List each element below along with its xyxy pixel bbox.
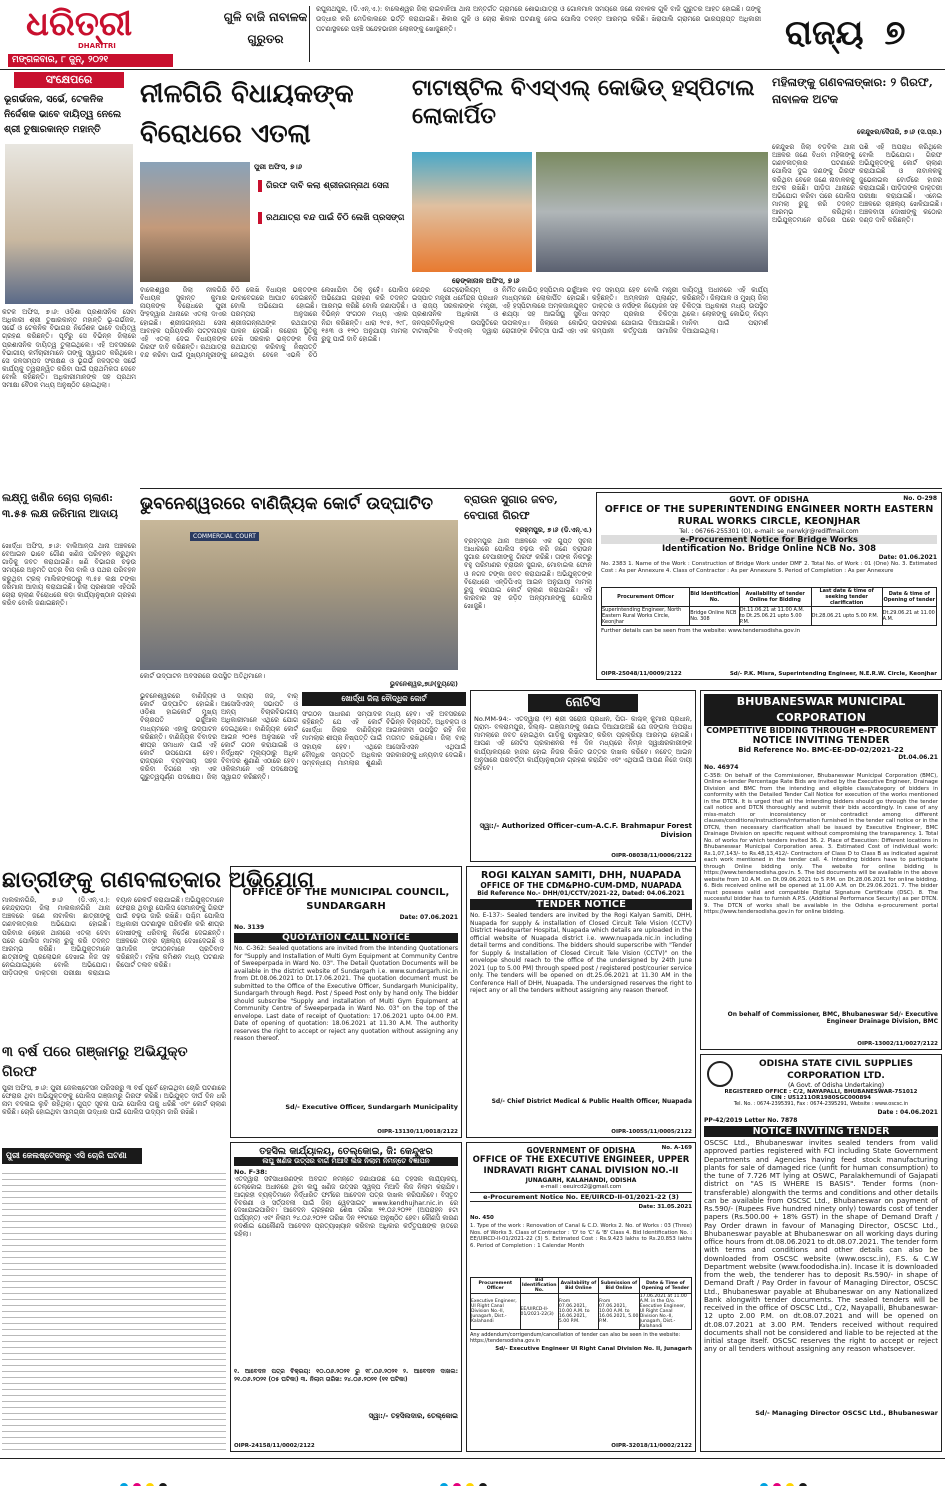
ind-td-4: 17.06.2021 at 11.00 A.M. in the O/o. Executive Engineer, UI Right Canal Division No.-II, Junagarh, Dist.-Kalahandi xyxy=(639,1294,691,1330)
mla-text: ବାଲେଶ୍ୱର ଜିଲା ନୀଳଗିରି ବିଧାୟକ ସୁକାନ୍ତ କୁମାର ନାୟକଙ୍କ ବିରୋଧରେ ପୁରୀ ସିଂହଦ୍ୱାର ଥାନାରେ ଏତଲା ଦାଏର ହୋଇଛି। ଶ୍ରୀଜଗନ୍ନାଥ ସେନା ଆବାହକ ପ୍ରିୟଦର୍ଶନ ପଟ୍ଟନାୟକ ଏହି ଏତଲା ଦେଇ ବିଧାୟକଙ୍କ ଗିରଫ ଦାବି କରିଛନ୍ତି। ରଥଯାତ୍ରା ବନ୍ଦ କରିବା ପାଇଁ ମୁଖ୍ୟମନ୍ତ୍ରୀଙ୍କୁ ଚିଠି ଲେଖି ବିଧାୟକ ଭକ୍ତଙ୍କ ଭାବାବେଗରେ ଆଘାତ ଦେଇଛନ୍ତି ବୋଲି ଅଭିଯୋଗ ହୋଇଛି। ପରମ୍ପରା ଅନୁସାରେ ଶ୍ରୀଜଗନ୍ନାଥଙ୍କ ରଥଯାତ୍ରା ପାଳନ ହେଉଛି। କରୋନା ସ୍ଥିତିକୁ ଦେଖି ସରକାର ଭକ୍ତଙ୍କ ବିନା ରଥଯାତ୍ରା କରିବାକୁ ନିଷ୍ପତ୍ତି ନେଇଥିବା ବେଳେ ଏଭଳି ଚିଠି ଲେଖାଯିବା ଠିକ୍ ନୁହେଁ। ପୋଲିସ ଅଭିଯୋଗ ଗ୍ରହଣ କରି ତଦନ୍ତ ଆରମ୍ଭ କରିଛି ବୋଲି ଜଣାପଡ଼ିଛି। ବିଭିନ୍ନ ସଂଗଠନ ମଧ୍ୟ ଏହାର ନିନ୍ଦା କରିଛନ୍ତି। ଧାରା ୨୯୫, ୨୯୮, ୧୫୩ ଓ ୧୨୦ ଅନୁଯାୟୀ ମାମଲା ରୁଜୁ ପାଇଁ ଦାବି ହୋଇଛି। xyxy=(140,286,408,359)
oscsc-notice: NOTICE INVITING TENDER xyxy=(704,1126,938,1137)
ind-th-0: Procurement Officer xyxy=(471,1278,521,1294)
ganja-tag: ପୁରୀ ଜେଲଷ୍ଟେସନରୁ ଏସି ଚୋରି ଘଟଣା xyxy=(2,1148,142,1164)
bmc-date: Dt.04.06.21 xyxy=(898,754,938,761)
indravati-sub: JUNAGARH, KALAHANDI, ODISHA xyxy=(525,1177,637,1184)
bsl-photo-minister xyxy=(412,152,532,272)
court-photo xyxy=(140,520,458,670)
sundargarh-notice: QUOTATION CALL NOTICE xyxy=(234,933,458,943)
indravati-no2: No. 450 xyxy=(470,1215,494,1221)
forest-sig: ସ୍ୱା:/- Authorized Officer-cum-A.C.F. Brahmapur Forest Division xyxy=(479,822,692,839)
teaser-title: ଗୁଳି ବାଜି ନାବାଳକ ଗୁରୁତର xyxy=(222,6,310,62)
ind-th-3: Submission of Bid Online xyxy=(598,1278,639,1294)
ind-td-2: From 07.06.2021, 10.00 A.M. to 16.06.2021, 5.00 P.M. xyxy=(558,1294,598,1330)
ad-sundargarh-quotation xyxy=(230,866,462,1138)
indravati-table xyxy=(470,1277,692,1330)
nuapada-sig: Sd/- Chief District Medical & Public Health Officer, Nuapada xyxy=(491,1098,692,1105)
nerwc-oipr: OIPR-25048/11/0009/2122 xyxy=(601,671,682,677)
indravati-body: 1. Type of the work : Renovation of Canal & C.D. Works 2. No. of Works : 03 (Three) Nos. of Works 3. Class of Contractor : 'D' to 'C' & 'B' Class 4. Bid Identification No. : EE/UIRCD-II-01/2021-22 (3) 5. Estimated Cost : Rs.9.423 lakhs to Rs.20.853 lakhs 6. Period of Completion : 1 Calendar Month xyxy=(470,1223,692,1249)
tahasil-title: ତହସିଲ କାର୍ଯ୍ୟାଳୟ, ତେଲ୍କୋଇ, ଜି: କେନ୍ଦୁଝର xyxy=(259,1146,433,1157)
registration-marks xyxy=(0,1458,945,1497)
nerwc-title: OFFICE OF THE SUPERINTENDING ENGINEER NORTH EASTERN RURAL WORKS CIRCLE, KEONJHAR xyxy=(604,504,934,527)
oscsc-reg: REGISTERED OFFICE : C/2, NAYAPALLI, BHUBANESWAR-751012 xyxy=(724,1089,918,1095)
ganja-continued-text xyxy=(2,1168,226,1452)
reg-black-1 xyxy=(159,1483,167,1486)
nerwc-td-3: Dt.28.06.21 upto 5.00 P.M. xyxy=(811,607,882,626)
teaser-text: ରଘୁନାଥପୁର, (ଡି.ଏନ୍.ଏ.): ବାଲେଶ୍ୱର ଜିଲା ରାଇବାନିଆ ଥାନା ଅନ୍ତର୍ଗତ ଗ୍ରାମରେ ଶୋଭାଯାତ୍ରା ଓ ଗୋଳମାଳ ସମୟରେ ଜଣେ ନାବାଳକ ଗୁଳି ବାଜି ଗୁରୁତର ଆହତ ହୋଇଛି। ତାଙ୍କୁ ଉଦ୍ଧାର କରି ମେଡିକାଲରେ ଭର୍ତ୍ତି କରାଯାଇଛି। ଶିକାର ଗୁଳି ଓ ଚୋରା ଶିକାର ଘଟଣାକୁ ନେଇ ପୋଲିସ ତଦନ୍ତ ଆରମ୍ଭ କରିଛି। ଖିରାପାଲି ଗ୍ରାମରେ ଭାରପ୍ରାପ୍ତ ଅଧିକାରୀ ଘଟଣାସ୍ଥଳରେ ପହଞ୍ଚି ସନ୍ଦେହଭାଜନ ଲୋକଙ୍କୁ ଖୋଜୁଛନ୍ତି। xyxy=(316,5,761,33)
tahasil-oipr: OIPR-24158/11/0002/2122 xyxy=(234,1443,315,1449)
nerwc-th-3: Last date & time of seeking tender clarification xyxy=(811,588,882,607)
portrait-photo xyxy=(5,144,133,304)
bmc-no: No. 46974 xyxy=(704,764,739,771)
oscsc-emblem-icon xyxy=(707,1061,733,1087)
indravati-foot: Any addendum/corrigendum/cancellation of tender can also be seen in the website: https://tendersodisha.gov.in xyxy=(470,1332,681,1344)
ad-oscsc-tender xyxy=(700,1054,942,1452)
nerwc-td-1: Bridge Online NCB No. 308 xyxy=(690,607,739,626)
bsl-dateline: ଢେଙ୍କାନାଳ ଅଫିସ, ୭।୬ xyxy=(452,276,520,285)
nerwc-contact: Tel. : 06766-255301 (O), e-mail: se_nerwkjr@rediffmail.com xyxy=(679,528,859,535)
tahasil-sig: ସ୍ୱା:/- ତହସିଲଦାର, ତେଲ୍କୋଇ xyxy=(368,1412,458,1420)
ganja-text: ପୁରୀ ଅଫିସ, ୭।୬: ପୁରୀ ଜେଲଷ୍ଟେସନ ପରିସରରୁ ୩ ବର୍ଷ ପୂର୍ବେ ହୋଇଥିବା ଚୋରି ଘଟଣାରେ ଫେରାର ଥିବା ଅଭିଯୁକ୍ତଙ୍କୁ ପୋଲିସ ଗଞ୍ଜାମରୁ ଗିରଫ କରିଛି। ଅଭିଯୁକ୍ତ ଦୀର୍ଘ ଦିନ ଧରି ନାମ ବଦଳାଇ ଲୁଚି ରହିଥିଲା। ଗୁପ୍ତ ସୂଚନା ପାଇ ପୋଲିସ ତାକୁ ଧରିଛି ଏବଂ କୋର୍ଟ ଚାଲାଣ କରିଛି। ଚୋରି ହୋଇଥିବା ସାମଗ୍ରୀ ଉଦ୍ଧାର ପାଇଁ ପୋଲିସ ଉଦ୍ୟମ ଜାରି ରଖିଛି। xyxy=(2,1084,226,1117)
nuapada-sub: OFFICE OF THE CDM&PHO-CUM-DMD, NUAPADA xyxy=(480,881,682,890)
ad-tahasil-telkoi xyxy=(230,1142,462,1452)
reg-cyan-2 xyxy=(440,1483,448,1486)
nerwc-th-2: Availability of tender Online for Bidding xyxy=(739,588,811,607)
reg-yellow-3 xyxy=(786,1483,794,1486)
nerwc-ident: Identification No. Bridge Online NCB No. 308 xyxy=(661,544,877,554)
nerwc-table xyxy=(601,587,937,626)
tahasil-dates: ୧. ଆବେଦନ ପତ୍ର ବିକ୍ରୟ: ୧୦.୦୬.୨୦୨୧ ରୁ ୧୮.୦୬.୨୦୨୧ ୨. ଆବେଦନ ଦାଖଲ: ୨୧.୦୬.୨୦୨୧ (୦୫ ଘଟିକା) ୩. ନିଲାମ ତାରିଖ: ୨୪.୦୬.୨୦୨୧ (୧୧ ଘଟିକା) xyxy=(234,1368,458,1383)
ad-nerwc-keonjhar xyxy=(596,492,942,680)
mla-story xyxy=(140,74,408,486)
logo xyxy=(8,4,158,52)
nuapada-text: No. E-137:- Sealed tenders are invited by the Rogi Kalyan Samiti, DHH, Nuapada for supply & installation of Closed Circuit Tele Vision (CCTV) District Headquarter Hospital, Nuapada which details are uploaded in the official website of Nuapada district i.e. www.nuapada.nic.in including detail terms and conditions. The bidders should superscribe with "Tender for Supply & Installation of Closed Circuit Tele Vision (CCTV)" on the envelope should reach to the office of the undersigned by 24th June 2021 (up to 5.00 PM) through speed post / registered post/courier service only. The tenders will be opened on dt.25.06.2021 at 11.30 AM in the Conference Hall of DHH, Nuapada. The undersigned reserves the right to reject any or all the tenders without assigning any reason thereof. xyxy=(470,912,692,994)
nuapada-oipr: OIPR-10055/11/0005/2122 xyxy=(611,1129,692,1135)
mla-tag-2: ରଥଯାତ୍ରା ବନ୍ଦ ପାଇଁ ଚିଠି ଲେଖି ପ୍ରସଙ୍ଗ xyxy=(258,212,408,224)
mla-dateline: ପୁରୀ ଅଫିସ, ୭।୬ xyxy=(254,162,303,171)
nerwc-sig: Sd/- P.K. Misra, Superintending Engineer, N.E.R.W. Circle, Keonjhar xyxy=(729,671,937,677)
nerwc-td-4: Dt.29.06.21 at 11.00 A.M. xyxy=(882,607,936,626)
indravati-no: No. A-169 xyxy=(661,1145,692,1151)
oscsc-text: OSCSC Ltd., Bhubaneswar invites sealed tenders from valid approved parties registered with FCI including State Government Departments and Agencies having feed stock manufacturing plants for sale of damaged rice (unfit for human consumption) to the tune of 7.726 MT lying at OSWC, Paralakhemundi of Gajapati district on "AS IS WHERE IS BASIS". Tender forms (non-transferable) alongwith the terms and conditions and other details can be available from OSCSC Ltd., Bhubaneswar on payment of Rs.590/- (Rupees Five hundred ninety only) towards cost of tender papers (Rs.500.00 + 18% GST) in the shape of Demand Draft / Pay Order drawn in favour of Managing Director, OSCSC Ltd., Bhubaneswar payable at Bhubaneswar on all working days during office hours from dt.08.06.2021 to dt.08.07.2021. The tender form with terms and conditions and other details can also be downloaded from OSCSC website (www.oscsc.in), F.S. & C.W Department website (www.foododisha.in). Incase it is downloaded from the web, the tenderer has to deposit Rs.590/- in shape of Demand Draft / Pay Order in favour of Managing Director, OSCSC Ltd., Bhubaneswar payable at Bhubaneswar on any Nationalized Bank alongwith tender documents. The sealed tenders will be received in the office of OSCSC Ltd., C/2, Nayapalli, Bhubaneswar-12 upto 2.00 P.M. on dt.08.07.2021 and will be opened on dt.08.07.2021 at 3.00 P.M. Tenders received without required documents shall not be considered and liable to be rejected at the initial stage itself. OSCSC reserves the right to accept or reject any or all tenders without assigning any reason whatsoever. xyxy=(704,1139,938,1354)
mla-headline: ନୀଳଗିରି ବିଧାୟକଙ୍କ ବିରୋଧରେ ଏତଲା xyxy=(140,79,354,149)
nuapada-notice: TENDER NOTICE xyxy=(470,899,692,910)
bmc-ref: Bid Reference No. BMC-EE-DD-02/2021-22 xyxy=(738,746,904,754)
nerwc-td-0: Superintending Engineer, North Eastern Rural Works Circle, Keonjhar xyxy=(602,607,690,626)
nerwc-th-1: Bid Identification No. xyxy=(690,588,739,607)
indravati-title: OFFICE OF THE EXECUTIVE ENGINEER, UPPER INDRAVATI RIGHT CANAL DIVISION NO.-II xyxy=(472,1155,690,1176)
bsl-text: କେନ୍ଦ୍ର ପେଟ୍ରୋଲିୟମ୍ ଓ ଇସ୍ପାତ ମନ୍ତ୍ରୀ ଧର୍ମେନ୍ଦ୍ର ପ୍ରଧାନ ଓ ରାଜ୍ୟ ସରକାରଙ୍କ ମନ୍ତ୍ରୀ, ପ୍ରଶାସନିକ ଅଧିକାରୀ ଓ ଜନପ୍ରତିନିଧିଙ୍କ ଉପସ୍ଥିତିରେ ଟାଟାଷ୍ଟିଲ ବିଏସ୍‌ଏଲ୍ ଦ୍ୱାରା ନିର୍ମିତ କୋଭିଡ୍ ହସ୍ପିଟାଲ ଭର୍ଚ୍ଚୁଆଲ ମାଧ୍ୟମରେ ଲୋକାର୍ପିତ ହୋଇଛି। ଏହି ହସ୍ପିଟାଲରେ ଅମ୍ଳଜାନଯୁକ୍ତ ଶଯ୍ୟା ସହ ଆଇସିୟୁ ସୁବିଧା ଉପଲବ୍ଧ। ଜିଲାରେ କୋଭିଡ୍ ରୋଗୀଙ୍କ ଚିକିତ୍ସା ପାଇଁ ଏହା ଏକ ବଡ଼ ସହାୟତା ହେବ ବୋଲି ମନ୍ତ୍ରୀ କହିଛନ୍ତି। ଅମ୍ଳଜାନ ପ୍ଲାଣ୍ଟ, ଡାକ୍ତର ଓ ନର୍ସଙ୍କ ନିୟୋଜନ ସହ ସମସ୍ତ ପ୍ରକାର ଚିକିତ୍ସା ଉପକରଣ ଯୋଗାଇ ଦିଆଯାଇଛି। କମ୍ପାନୀ କର୍ତ୍ତୃପକ୍ଷ ସାମାଜିକ ଦାୟିତ୍ୱ ଅଧୀନରେ ଏହି କାର୍ଯ୍ୟ କରିଛନ୍ତି। ଜିଲାପାଳ ଓ ମୁଖ୍ୟ ଜିଲା ଚିକିତ୍ସା ଅଧିକାରୀ ମଧ୍ୟ ଉପସ୍ଥିତ ଥିଲେ। ଲୋକଙ୍କୁ କୋଭିଡ୍ ନିୟମ ମାନିବା ପାଇଁ ପରାମର୍ଶ ଦିଆଯାଇଥିଲା। xyxy=(412,286,768,335)
sugar-text: ବ୍ରହ୍ମପୁର ଥାନା ଅଞ୍ଚଳରେ ଏକ ଗୁପ୍ତ ସୂଚନା ଆଧାରରେ ପୋଲିସ ଚଢ଼ଉ କରି ଜଣେ ବ୍ରାଉନ ସୁଗାର ବେପାରୀଙ୍କୁ ଗିରଫ କରିଛି। ତାଙ୍କ ନିକଟରୁ ବହୁ ପରିମାଣର ବ୍ରାଉନ ସୁଗାର, ମୋବାଇଲ ଫୋନ ଓ ନଗଦ ଟଙ୍କା ଜବତ କରାଯାଇଛି। ଅଭିଯୁକ୍ତଙ୍କ ବିରୋଧରେ ଏନ୍‌ଡିପିଏସ୍ ଆଇନ ଅନୁଯାୟୀ ମାମଲା ରୁଜୁ କରାଯାଇ କୋର୍ଟ ଚାଲାଣ କରାଯାଇଛି। ଏହି କାରବାର ସହ ଜଡ଼ିତ ଅନ୍ୟମାନଙ୍କୁ ପୋଲିସ ଖୋଜୁଛି। xyxy=(464,537,592,610)
indravati-date: Date: 31.05.2021 xyxy=(638,1204,692,1210)
ad-nuapada-tender xyxy=(466,866,696,1138)
ad-indravati-canal xyxy=(466,1142,696,1452)
reg-magenta-1 xyxy=(133,1483,141,1486)
ganjam-arrest-story xyxy=(2,1042,226,1452)
court-body xyxy=(140,692,466,862)
bmc-sub: COMPETITIVE BIDDING THROUGH e-PROCUREMENT xyxy=(706,726,936,735)
logo-text: ଧରିତ୍ରୀ xyxy=(26,4,133,44)
nuapada-title: ROGI KALYAN SAMITI, DHH, NUAPADA xyxy=(480,870,682,881)
brief-headline: ଭୂଗର୍ଭଜଳ, ସର୍ଭେ, ଟେକନିକ ନିର୍ଦ୍ଦେଶକ ଭାବେ ଦାୟିତ୍ୱ ନେଲେ ଶ୍ରୀ ତୁଷାରକାନ୍ତ ମହାନ୍ତି xyxy=(4,94,122,135)
nuapada-ref: Bid Reference No.- DHH/01/CCTV/2021-22, Dated: 04.06.2021 xyxy=(477,890,685,897)
nerwc-govt: GOVT. OF ODISHA xyxy=(729,495,809,504)
page-number: ୭ xyxy=(884,13,906,53)
nerwc-th-4: Date & time of Opening of tender xyxy=(882,588,936,607)
sundargarh-text: No. C-362: Sealed quotations are invited from the Intending Quotationers for "Supply and Installation of Multi Gym Equipment at Community Centre of Sweeperpada in Ward No. 03". The Detail Quotation Documents will be available in the district website of Sundargarh i.e. www.sundargarh.nic.in from Dt.08.06.2021 to Dt.17.06.2021. The quotation document must be submitted to the Office of the Executive Officer, Sundargarh Municipality, Sundargarh through Regd. Post / Speed Post only by hand only. The bidder should subscribe "Supply and installation of Multi Gym Equipment at Community Centre of Sweeperpada in Ward No. 03" on the top of the envelope. Last date of receipt of Quotation: 17.06.2021 upto 04.00 P.M. Date of opening of quotation: 18.06.2021 at 11.30 A.M. The authority reserves the right to accept or reject any quotation without assigning any reason thereof. xyxy=(234,945,458,1042)
bsl-photo-inauguration xyxy=(536,152,768,272)
brief-headline-2: ଲକ୍ଷ୍ମୁ ଖଣିଜ ଚୋରା ଚାଲାଣ: ୩.୫୫ ଲକ୍ଷ ଜରିମାନା ଆଦାୟ xyxy=(2,492,118,520)
nerwc-body: No. 2383 1. Name of the Work : Construction of Bridge Work under DMF 2. Total No. of Work : 01 (One) No. 3. Estimated Cost : As per Annexure 4. Class of Contractor : As per Annexure 5. Period of Completion : As per Annexure xyxy=(601,561,937,574)
rape-text: କେନ୍ଦୁଝର ଜିଲା ବଡ଼ବିଲ ଥାନା ଅଞ୍ଚଳର ଜଣେ ବିଧବା ମହିଳାଙ୍କୁ ଗଣବଳାତ୍କାର ଘଟଣାରେ ପୋଲିସ ଦୁଇ ଜଣଙ୍କୁ ଗିରଫ କରିଥିବା ବେଳେ ଜଣେ ନାବାଳକକୁ ଅଟକ ରଖିଛି। ପୀଡ଼ିତା ଥାନାରେ ଅଭିଯୋଗ କରିବା ପରେ ପୋଲିସ ମାମଲା ରୁଜୁ କରି ତଦନ୍ତ ଆରମ୍ଭ କରିଥିଲା। ଅଭିଯୁକ୍ତମାନେ ରାତିରେ ଘରେ ପଶି ଏହି ଅପରାଧ କରିଥିଲେ ବୋଲି ଅଭିଯୋଗ। ଗିରଫ ଅଭିଯୁକ୍ତଙ୍କୁ କୋର୍ଟ ଚାଲାଣ କରାଯାଇଛି ଓ ନାବାଳକକୁ ଜୁଭେନାଇଲ ବୋର୍ଡରେ ହାଜର କରାଯାଇଛି। ପୀଡ଼ିତାଙ୍କ ଡାକ୍ତରୀ ପରୀକ୍ଷା କରାଯାଇଛି। ଏନେଇ ଅଞ୍ଚଳରେ ଚାଞ୍ଚଲ୍ୟ ଖେଳିଯାଇଛି। ଅଞ୍ଚଳବାସୀ ଦୋଷୀଙ୍କୁ କଠୋର ଦଣ୍ଡ ଦାବି କରିଛନ୍ତି। xyxy=(772,143,942,225)
ind-th-2: Availability of Bid Online xyxy=(558,1278,598,1294)
gang-text: ମାଲକାନଗିରି, ୭।୬ (ଡି.ଏନ୍.ଏ.): କେନ୍ଦ୍ରାପଡ଼ା ଜିଲା ମାଲକାନଗିରି ଥାନା ଅଞ୍ଚଳରେ ଜଣେ ନାବାଳିକା ଛାତ୍ରୀଙ୍କୁ ଗଣବଳାତ୍କାର ଅଭିଯୋଗ ହୋଇଛି। ପରିବାର ଲୋକେ ଥାନାରେ ଏତଲା ଦେବା ପରେ ପୋଲିସ ମାମଲା ରୁଜୁ କରି ତଦନ୍ତ ଆରମ୍ଭ କରିଛି। ଅଭିଯୁକ୍ତମାନେ ଛାତ୍ରୀଙ୍କୁ ପ୍ରଲୋଭନ ଦେଖାଇ ନିଜ ସହ ନେଇଯାଇଥିଲେ ବୋଲି ଅଭିଯୋଗ। ପୀଡ଼ିତାଙ୍କ ଡାକ୍ତରୀ ପରୀକ୍ଷା କରାଯାଇ ବୟାନ ରେକର୍ଡ କରାଯାଇଛି। ଅଭିଯୁକ୍ତମାନେ ଫେରାର ଥିବାରୁ ପୋଲିସ ସେମାନଙ୍କୁ ଗିରଫ ପାଇଁ ଚଢ଼ଉ ଜାରି ରଖିଛି। ପଶ୍ଚିମ ପୋଲିସ ଅଧିକାରୀ ଘଟଣାସ୍ଥଳ ପରିଦର୍ଶନ କରି ଶୀଘ୍ର ଦୋଷୀଙ୍କୁ ଧରିବାକୁ ନିର୍ଦ୍ଦେଶ ଦେଇଛନ୍ତି। ଅଞ୍ଚଳରେ ତୀବ୍ର ଚାଞ୍ଚଲ୍ୟ ଦେଖାଦେଇଛି ଓ ସାମାଜିକ ସଂଗଠନମାନେ ପ୍ରତିବାଦ କରିଛନ୍ତି। ମହିଳା କମିଶନ ମଧ୍ୟ ଘଟଣାର ରିପୋର୍ଟ ତଲବ କରିଛି। xyxy=(2,896,224,978)
oscsc-title: ODISHA STATE CIVIL SUPPLIES CORPORATION LTD. xyxy=(758,1059,914,1081)
court-caption-location: ଭୁବନେଶ୍ୱର,୭ା୬(ବ୍ୟୁରୋ) xyxy=(389,680,458,688)
ad-bmc-tender xyxy=(700,690,942,1050)
ind-th-1: Bid Identification No. xyxy=(521,1278,557,1293)
tahasil-text: ଏତଦ୍ୱାରା ସର୍ବସାଧାରଣଙ୍କ ଅବଗତି ନିମନ୍ତେ ଜଣାଯାଉଛି ଯେ ତହସିଲ କାର୍ଯ୍ୟାଳୟ, ତେଲ୍କୋଇ ଅଧୀନରେ ଥିବା ଲଘୁ ଖଣିଜ ଉତ୍ସର ସ୍ୱଳ୍ପ ମିଆଦି ଲିଜ ନିଲାମ କରାଯିବ। ଆଗ୍ରହୀ ବ୍ୟକ୍ତିମାନେ ନିର୍ଦ୍ଧାରିତ ଫର୍ମରେ ଆବେଦନ ପତ୍ର ଦାଖଲ କରିପାରିବେ। ବିସ୍ତୃତ ବିବରଣୀ ଓ ସର୍ତ୍ତାବଳୀ ପାଇଁ ଜିଲା ୱେବସାଇଟ www.kendhujhar.nic.in ରେ ଦେଖାଯାଇପାରିବ। ଆବେଦନ ଗ୍ରହଣର ଶେଷ ତାରିଖ ୨୧.୦୬.୨୦୨୧ (ଅପରାହ୍ନ ୫ଟା ପର୍ଯ୍ୟନ୍ତ) ଏବଂ ନିଲାମ ୨୪.୦୬.୨୦୨୧ ତାରିଖ ଦିନ ୧୧ଟାରେ ଅନୁଷ୍ଠିତ ହେବ। କୌଣସି କାରଣ ନଦର୍ଶାଇ ଯେକୌଣସି ଆବେଦନ ପ୍ରତ୍ୟାଖ୍ୟାନ କରିବାର ଅଧିକାର କର୍ତ୍ତୃପକ୍ଷଙ୍କ ହାତରେ ରହିଲା। xyxy=(234,1176,458,1239)
masthead-rule xyxy=(0,69,945,70)
mla-tag-1: ଗିରଫ ଦାବି କଲା ଶ୍ରୀଜଗନ୍ନାଥ ସେନା xyxy=(258,180,408,192)
section-label xyxy=(785,8,940,62)
sugar-headline: ବ୍ରାଉନ ସୁଗାର ଜବତ, ବେପାରୀ ଗିରଫ xyxy=(464,493,558,522)
gangrape-woman-story xyxy=(772,74,942,486)
reg-group-right xyxy=(760,1476,820,1486)
reg-yellow-1 xyxy=(146,1483,154,1486)
ind-td-0: Executive Engineer, UI Right Canal Division No.-II, Junagarh, Dist.-Kalahandi xyxy=(471,1294,521,1330)
gang-headline: ଛାତ୍ରୀଙ୍କୁ ଗଣବଳାତ୍କାର ଅଭିଯୋଗ xyxy=(2,867,315,893)
reg-cyan-1 xyxy=(120,1483,128,1486)
court-caption: କୋର୍ଟ ଉଦ୍‌ଘାଟନ ଅବସରରେ ଉପସ୍ଥିତ ଅତିଥିମାନେ। xyxy=(140,672,266,680)
brief-column xyxy=(2,72,136,632)
nerwc-td-2: Dt.11.06.21 at 11.00 A.M. to Dt.25.06.21 upto 5.00 P.M. xyxy=(739,607,811,626)
bmc-text: C-358: On behalf of the Commissioner, Bhubaneswar Municipal Corporation (BMC), Online e-tender Percentage Rate Bids are invited by the Executive Engineer, Drainage Division and BMC from the intending and eligible class/category of bidders in conformity with the Detailed Tender Call Notice for execution of the works mentioned in the DTCN. It is urged that all the intending bidders should go through the tender call notice and DTCN thoroughly and submit their bids accordingly. In case of any miss-match or inconsistency or contradict among different clauses/conditions/instructions/information furnished in the tender call notice or in the DTCN, then necessary clarification shall be issued by Executive Engineer, BMC Drainage Division on specific request without compromising the transparency. 1. Total No. of works for which tenders invited 36. 2. Place of Execution: Different locations in Bhubaneswar Municipal Corporation area. 3. Estimated Cost of individual work: Rs.1,07,143/- to Rs.48,13,412/- Contractors of Class D to Class B as indicated against each work mentioned in the tender call. 4. Intending bidders have to participate through Online bidding only. The website for online bidding is https://www.tendersodisha.gov.in. 5. The bid documents will be available in the above website from 10 A.M. on Dt.09.06.2021 to 5 P.M. on Dt.28.06.2021 for online bidding. 6. Bids received online will be opened at 11.00 A.M. on Dt.29.06.2021. 7. The bidder must possess valid and compatible Digital Signature Certificate (DSC). 8. The successful bidder has to furnish A.P.S. (Additional Performance Security) as per DTCN. 9. The DTCN of works shall be available in the Odisha e-procurement portal https://www.tendersodisha.gov.in for online bidding. xyxy=(704,773,938,916)
issue-date: ମଙ୍ଗଳବାର, ୮ ଜୁନ୍, ୨୦୨୧ xyxy=(8,54,173,67)
ad-forest-notice xyxy=(470,690,696,862)
court-story xyxy=(140,492,460,688)
court-headline: ଭୁବନେଶ୍ୱରରେ ବାଣିଜ୍ୟିକ କୋର୍ଟ ଉଦ୍‌ଘାଟିତ xyxy=(140,494,433,514)
bmc-notice: NOTICE INVITING TENDER xyxy=(752,735,890,746)
reg-black-2 xyxy=(479,1483,487,1486)
nerwc-notice: e-Procurement Notice for Bridge Works xyxy=(601,535,937,544)
sundargarh-title: OFFICE OF THE MUNICIPAL COUNCIL, SUNDARGARH xyxy=(242,887,450,912)
divider-h1 xyxy=(140,488,942,489)
brief-label: ସଂକ୍ଷେପରେ xyxy=(14,72,124,88)
brief-text-2: ଖୋର୍ଦ୍ଧା ଅଫିସ, ୭।୬: ବାଲିଆନ୍ତା ଥାନା ଅଞ୍ଚଳରେ ବେଆଇନ ଭାବେ ଗୌଣ ଖଣିଜ ପରିବହନ କରୁଥିବା ଗାଡ଼ିକୁ ଜବତ କରାଯାଇଛି। ଖଣି ବିଭାଗର ଚଢ଼ଉ ସମୟରେ ଅନୁମତି ପତ୍ର ବିନା ବାଲି ଓ ପଥର ପରିବହନ କରୁଥିବା ଟ୍ରକ୍ ମାଲିକଙ୍କଠାରୁ ୩.୫୫ ଲକ୍ଷ ଟଙ୍କା ଜରିମାନା ଆଦାୟ କରାଯାଇଛି। ଜିଲା ପ୍ରଶାସନ ଏହିପରି ଚୋରା ଚାଲାଣ ବିରୋଧରେ କଡ଼ା କାର୍ଯ୍ୟାନୁଷ୍ଠାନ ଗ୍ରହଣ କରିବ ବୋଲି ଜଣାଇଛନ୍ତି। xyxy=(2,542,136,607)
sundargarh-sig: Sd/- Executive Officer, Sundargarh Municipality xyxy=(285,1103,458,1111)
rape-dateline: କେନ୍ଦୁଝର/ଦୈତାରି, ୭।୬ (ସ.ପ୍ର.) xyxy=(857,128,942,136)
tahasil-no: No. F-38: xyxy=(234,1168,268,1176)
forest-title: ନୋଟିସ xyxy=(528,694,638,712)
court-text: ଭୁବନେଶ୍ୱରରେ ବାଣିଜ୍ୟିକ କୋର୍ଟ ଉଦ୍‌ଘାଟିତ ହୋଇଛି। ଓଡ଼ିଶା ହାଇକୋର୍ଟ ମୁଖ୍ୟ ବିଚାରପତି ଭର୍ଚ୍ଚୁଆଲ ମାଧ୍ୟମରେ ଏହାକୁ ଉଦ୍‌ଘାଟନ କରିଛନ୍ତି। ବାଣିଜ୍ୟିକ ବିବାଦର ଶୀଘ୍ର ସମାଧାନ ପାଇଁ ଏହି କୋର୍ଟ ଉପଯୋଗୀ ହେବ। ରାଜ୍ୟରେ ବ୍ୟବସାୟ ସହଜ କରିବା ଦିଗରେ ଏହା ଏକ ଗୁରୁତ୍ୱପୂର୍ଣ୍ଣ ପଦକ୍ଷେପ। ଜିଲା ଓ ଦାୟରା ଜଜ୍, ବାର୍ ଆସୋସିଏସନ୍ ସଭାପତି ଓ ଅନ୍ୟ ବିଚାରବିଭାଗୀୟ ଅଧିକାରୀମାନେ ଏଥିରେ ଯୋଗ ଦେଇଥିଲେ। ବାଣିଜ୍ୟିକ କୋର୍ଟ ଆଇନ ୨୦୧୫ ଅନୁସାରେ ଏହି କୋର୍ଟ ଗଠନ କରାଯାଇଛି ଓ ନିର୍ଦ୍ଧିଷ୍ଟ ମୂଲ୍ୟଠାରୁ ଅଧିକ ବିବାଦର ଶୁଣାଣି ଏଠାରେ ହେବ। ଓକିଲମାନେ ଏହି ପଦକ୍ଷେପକୁ ସ୍ୱାଗତ କରିଛନ୍ତି। xyxy=(140,692,298,782)
sundargarh-oipr: OIPR-13130/11/0018/2122 xyxy=(377,1129,458,1135)
bottom-rule xyxy=(0,1458,945,1459)
ganja-headline: ୩ ବର୍ଷ ପରେ ଗଞ୍ଜାମରୁ ଅଭିଯୁକ୍ତ ଗିରଫ xyxy=(2,1044,188,1080)
ind-td-1: EE/UIRCD-II-01/2021-22(3) xyxy=(520,1294,558,1330)
logo-sub: DHARITRI xyxy=(78,42,116,50)
sundargarh-no: No. 3139 xyxy=(234,924,265,931)
reg-magenta-3 xyxy=(773,1483,781,1486)
bmc-oipr: OIPR-13002/11/0027/2122 xyxy=(857,1041,938,1047)
oscsc-tel: Tel. No. : 0674-2395391, Fax : 0674-2395291, Website : www.oscsc.in xyxy=(733,1101,909,1107)
indravati-oipr: OIPR-32018/11/0002/2122 xyxy=(611,1443,692,1449)
rape-headline: ମହିଳାଙ୍କୁ ଗଣବଳାତ୍କାର: ୨ ଗିରଫ, ନାବାଳକ ଅଟକ xyxy=(772,75,933,106)
forest-text: No.MM-94:- ଏତଦ୍ୱାରା (୧) ଶ୍ରୀ ସରୋଜ ପ୍ରଧାନ, ପିତା- କାଶ୍ଚଳ୍ କୁମାର ପ୍ରଧାନ, ଗ୍ରାମ- ବଳରାମପୁର, ଜିଲ୍ଲା- ଗଞ୍ଜାମଙ୍କୁ ଜଣାଇ ଦିଆଯାଉଅଛି ଯେ ଜଙ୍ଗଲ ଅପରାଧ ମାମଲାରେ ଜବତ ହୋଇଥିବା ଗାଡ଼ିକୁ ରାଷ୍ଟ୍ରସାତ୍ କରିବା ପ୍ରକ୍ରିୟା ଆରମ୍ଭ ହୋଇଛି। ଆପଣ ଏହି ନୋଟିସ ପ୍ରକାଶନର ୧୫ ଦିନ ମଧ୍ୟରେ ନିମ୍ନ ସ୍ୱାକ୍ଷରକାରୀଙ୍କ କାର୍ଯ୍ୟାଳୟରେ ହାଜର ହୋଇ ନିଜର ଲିଖିତ ଉତ୍ତର ଦାଖଲ କରିବେ। ନଚେତ୍ ଆଇନ ଅନୁସାରେ ପରବର୍ତ୍ତୀ କାର୍ଯ୍ୟାନୁଷ୍ଠାନ ଗ୍ରହଣ କରାଯିବ ଏବଂ ଏଥିପାଇଁ ଆପଣ ନିଜେ ଦାୟୀ ରହିବେ। xyxy=(474,715,692,772)
mla-photo xyxy=(140,162,250,282)
nerwc-foot: Further details can be seen from the website: www.tendersodisha.gov.in xyxy=(601,628,801,634)
indravati-email: e-mail : eeuircd2@gmail.com xyxy=(540,1184,622,1190)
forest-oipr: OIPR-08038/11/0006/2122 xyxy=(611,853,692,859)
oscsc-sub: (A Govt. of Odisha Undertaking) xyxy=(787,1082,885,1089)
oscsc-letter: PP-42/2019 Letter No. 7878 xyxy=(704,1117,798,1124)
section-name: ରାଜ୍ୟ xyxy=(785,13,864,53)
court-text-2: ସଂଗଠନ ସାଧାରଣ ସମ୍ପାଦକ କହିଛନ୍ତି ଯେ ଏହି କୋର୍ଟ ଖୋର୍ଦ୍ଧା ଜିଲାର ବାଣିଜ୍ୟିକ ମାମଲାର ଶୀଘ୍ର ନିଷ୍ପତ୍ତି ପାଇଁ ସହାୟକ ହେବ। ଏଥିରେ ବୌଦ୍ଧିକ ସମ୍ପତ୍ତି ଅଧିକାର ସମ୍ବନ୍ଧୀୟ ମାମଲାର ଶୁଣାଣି ମଧ୍ୟ ହେବ। ଏହି ଅବସରରେ ବିଭିନ୍ନ ବିଚାରପତି, ଅଧିବକ୍ତା ଓ ଆଇନଜୀବୀ ଉପସ୍ଥିତ ରହି ନିଜ ମତାମତ ରଖିଥିଲେ। ଜିଲା ବାର୍ ଆସୋସିଏସନ ଏଥିପାଇଁ ସରକାରଙ୍କୁ ଧନ୍ୟବାଦ ଦେଇଛି। xyxy=(302,710,466,767)
bsl-story xyxy=(412,74,768,486)
oscsc-cin: CIN : U51211OR1980SGC000894 xyxy=(770,1095,871,1101)
ind-td-3: From 07.06.2021, 10.00 A.M. to 16.06.2021, 5.00 P.M. xyxy=(598,1294,639,1330)
brief-text: କଟକ ଅଫିସ, ୭।୬: ଓଡ଼ିଶା ପ୍ରଶାସନିକ ସେବା ଅଧିକାରୀ ଶ୍ରୀ ତୁଷାରକାନ୍ତ ମହାନ୍ତି ଭୂ-ଗର୍ଭଜଳ, ସର୍ଭେ ଓ ଟେକନିକ ବିଭାଗର ନିର୍ଦ୍ଦେଶକ ଭାବେ ଦାୟିତ୍ୱ ଗ୍ରହଣ କରିଛନ୍ତି। ପୂର୍ବରୁ ସେ ବିଭିନ୍ନ ଜିଲାରେ ପ୍ରଶାସନିକ ଦାୟିତ୍ୱ ତୁଲାଇଥିଲେ। ଏହି ଅବସରରେ ବିଭାଗୀୟ କର୍ମଚାରୀମାନେ ତାଙ୍କୁ ସ୍ୱାଗତ କରିଥିଲେ। ସେ ଜଳସମ୍ପଦ ସଂରକ୍ଷଣ ଓ ଭୂଗର୍ଭ ଜଳସ୍ତର ସର୍ଭେ କାର୍ଯ୍ୟକୁ ତ୍ୱରାନ୍ୱିତ କରିବା ପାଇଁ ପ୍ରାଥମିକତା ଦେବେ ବୋଲି କହିଛନ୍ତି। ଅଧିକାରୀମାନଙ୍କ ସହ ପ୍ରଥମ ସମୀକ୍ଷା ବୈଠକ ମଧ୍ୟ ଅନୁଷ୍ଠିତ ହୋଇଥିଲା। xyxy=(2,308,136,390)
bsl-headline: ଟାଟାଷ୍ଟିଲ ବିଏସ୍‌ଏଲ୍ କୋଭିଡ୍ ହସ୍ପିଟାଲ ଲୋକାର୍ପିତ xyxy=(412,75,755,129)
masthead xyxy=(0,0,945,70)
nerwc-th-0: Procurement Officer xyxy=(602,588,690,607)
reg-black-3 xyxy=(799,1483,807,1486)
nerwc-no: No. O-298 xyxy=(903,495,937,502)
bmc-title: BHUBANESWAR MUNICIPAL CORPORATION xyxy=(704,694,938,726)
reg-yellow-2 xyxy=(466,1483,474,1486)
indravati-notice: e-Procurement Notice No. EE/UIRCD-II-01/2021-22 (3) xyxy=(470,1192,692,1202)
reg-cyan-3 xyxy=(760,1483,768,1486)
court-tag: ଖୋର୍ଦ୍ଧା ଜିଲା ବୌଦ୍ଧିକ କୋର୍ଟ xyxy=(302,692,466,706)
court-sign: COMMERCIAL COURT xyxy=(190,532,259,541)
reg-group-left xyxy=(120,1476,180,1486)
indravati-govt: GOVERNMENT OF ODISHA xyxy=(526,1146,636,1155)
oscsc-date: Date : 04.06.2021 xyxy=(877,1109,938,1116)
tahasil-sub: ଲଘୁ ଖଣିଜ ଉତ୍ସର ବାର୍ଗ ମିଆଦି ଲିଜ ନିଲାମ ନିମନ୍ତେ ବିଜ୍ଞାପନ xyxy=(234,1157,458,1166)
bmc-sig: On behalf of Commissioner, BMC, Bhubaneswar Sd/- Executive Engineer Drainage Division, BMC xyxy=(727,1011,938,1025)
sundargarh-date: Date: 07.06.2021 xyxy=(399,914,458,921)
ind-th-4: Date & Time of Opening of Tender xyxy=(639,1278,691,1294)
nerwc-date: Date: 01.06.2021 xyxy=(878,554,937,561)
reg-group-center xyxy=(440,1476,500,1486)
brown-sugar-story xyxy=(464,492,592,688)
oscsc-sig: Sd/- Managing Director OSCSC Ltd., Bhubaneswar xyxy=(755,1409,938,1417)
indravati-sig: Sd/- Executive Engineer UI Right Canal Division No. II, Junagarh xyxy=(495,1346,692,1352)
sugar-dateline: ବ୍ରହ୍ମପୁର, ୭।୬ (ଡି.ଏନ୍.ଏ.) xyxy=(515,526,592,534)
reg-magenta-2 xyxy=(453,1483,461,1486)
